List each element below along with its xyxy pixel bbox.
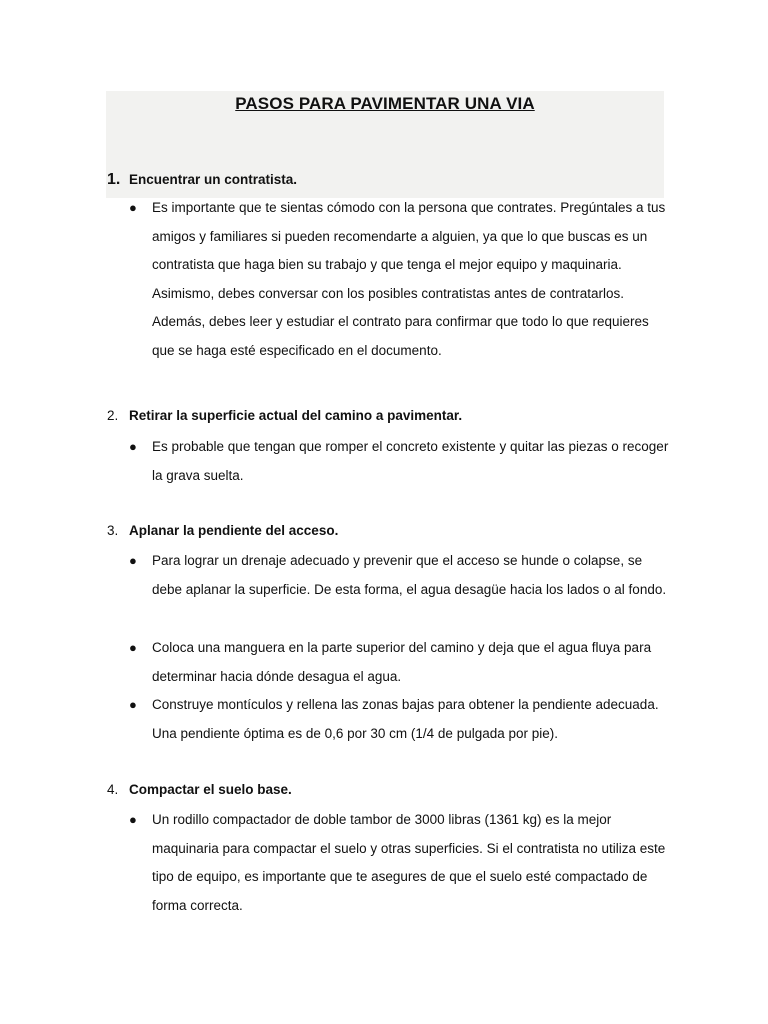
section-number: 3. <box>107 523 119 538</box>
section-number: 1. <box>107 171 121 188</box>
list-item <box>129 634 669 691</box>
bullet-text: Es probable que tengan que romper el concreto existente y quitar las piezas o recoger la grava suelta. <box>152 439 669 483</box>
section-title: Retirar la superficie actual del camino a pavimentar. <box>129 408 463 423</box>
list-item <box>129 194 669 365</box>
section-title: Aplanar la pendiente del acceso. <box>129 523 339 538</box>
page-title: PASOS PARA PAVIMENTAR UNA VIA <box>235 94 535 113</box>
list-item <box>129 433 669 490</box>
section-title: Compactar el suelo base. <box>129 782 292 797</box>
bullet-icon: ● <box>129 640 137 655</box>
bullet-text: Es importante que te sientas cómodo con la persona que contrates. Pregúntales a tus amigos y familiares si pueden recomendarte a alguien, ya que lo que buscas es un contratista que haga bien su trabajo y que tenga el mejor equipo y maquinaria. Asimismo, debes conversar con los posibles contratistas antes de contratarlos. Además, debes leer y estudiar el contrato para confirmar que todo lo que requieres que se haga esté especificado en el documento. <box>152 200 666 358</box>
list-item <box>129 691 669 748</box>
section-heading-1 <box>107 171 297 189</box>
section-heading-4 <box>107 782 292 797</box>
section-number: 4. <box>107 782 119 797</box>
bullet-text: Construye montículos y rellena las zonas bajas para obtener la pendiente adecuada. Una pendiente óptima es de 0,6 por 30 cm (1/4 de pulgada por pie). <box>152 697 659 741</box>
section-number: 2. <box>107 408 119 423</box>
section-title: Encuentrar un contratista. <box>129 172 298 187</box>
bullet-text: Un rodillo compactador de doble tambor de 3000 libras (1361 kg) es la mejor maquinaria para compactar el suelo y otras superficies. Si el contratista no utiliza este tipo de equipo, es importante que te asegures de que el suelo esté compactado de forma correcta. <box>152 812 666 913</box>
section-heading-2 <box>107 408 462 423</box>
bullet-icon: ● <box>129 439 137 454</box>
list-item <box>129 547 669 604</box>
bullet-icon: ● <box>129 200 137 215</box>
section-heading-3 <box>107 523 338 538</box>
bullet-text: Para lograr un drenaje adecuado y prevenir que el acceso se hunde o colapse, se debe aplanar la superficie. De esta forma, el agua desagüe hacia los lados o al fondo. <box>152 553 667 597</box>
bullet-icon: ● <box>129 697 137 712</box>
bullet-icon: ● <box>129 553 137 568</box>
bullet-icon: ● <box>129 812 137 827</box>
list-item <box>129 806 669 920</box>
bullet-text: Coloca una manguera en la parte superior del camino y deja que el agua fluya para determinar hacia dónde desagua el agua. <box>152 640 652 684</box>
